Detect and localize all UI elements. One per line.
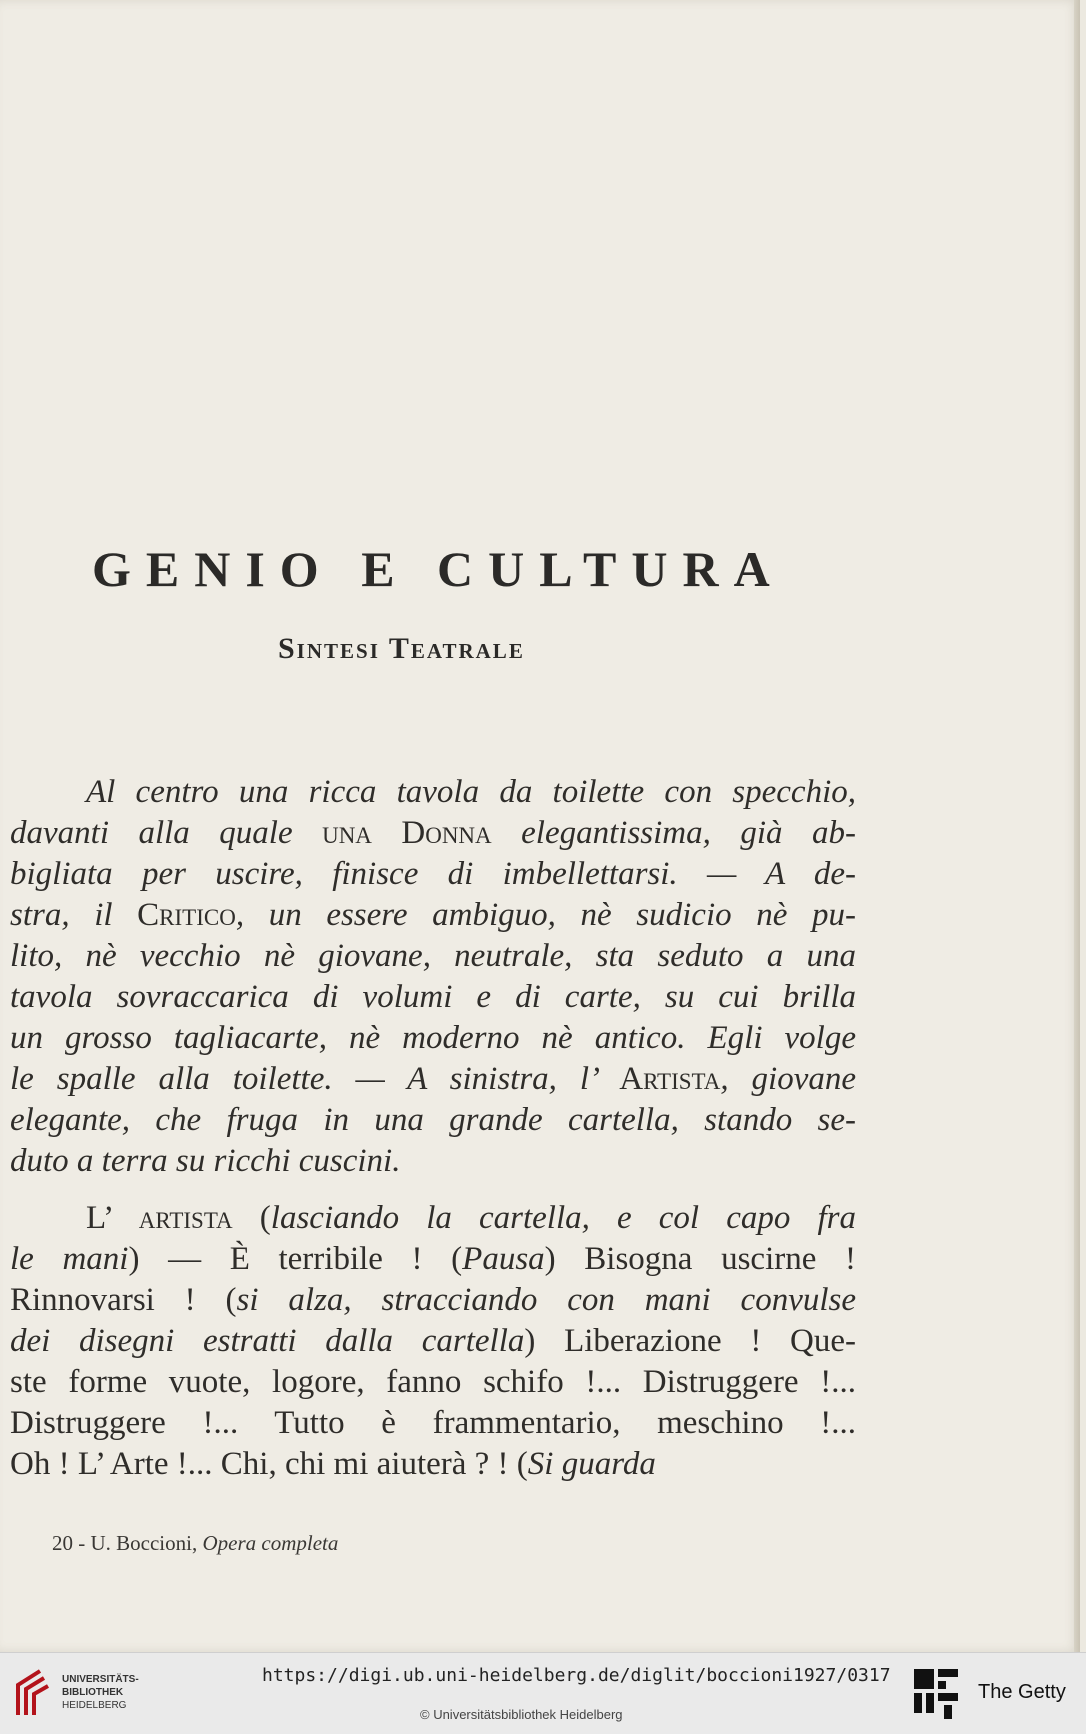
stage-directions-paragraph (10, 772, 856, 1182)
text-run: Al centro una ricca tavola da toilette con specchio, (86, 774, 856, 810)
text-run: le mani (10, 1241, 129, 1277)
text-line (10, 1141, 856, 1182)
library-logo-icon (10, 1667, 54, 1719)
library-name (62, 1673, 139, 1712)
text-line (10, 1018, 856, 1059)
footnote-prefix: 20 - U. Boccioni, (52, 1531, 203, 1555)
text-run: Si guarda (527, 1446, 656, 1482)
text-line (10, 1280, 856, 1321)
text-run: ) Bisogna uscirne ! (544, 1241, 856, 1277)
text-line (10, 936, 856, 977)
dialogue-paragraph (10, 1198, 856, 1485)
text-line (10, 1239, 856, 1280)
text-run: Rinnovarsi ! ( (10, 1282, 237, 1318)
text-run: Oh ! L’ Arte !... Chi, chi mi aiuterà ? ! ( (10, 1446, 528, 1482)
partner-name[interactable]: The Getty (978, 1681, 1066, 1703)
text-line (10, 977, 856, 1018)
text-line (10, 1362, 856, 1403)
text-run: davanti alla quale (10, 815, 323, 851)
library-name-line1: UNIVERSITÄTS- (62, 1674, 139, 1685)
page-edge (1074, 0, 1080, 1652)
text-line (10, 1059, 856, 1100)
text-run: ste forme vuote, logore, fanno schifo !... Distruggere !... (10, 1364, 856, 1400)
text-run: una Donna (322, 815, 492, 851)
text-run: si alza, stracciando con mani convulse (236, 1282, 857, 1318)
text-run: un grosso tagliacarte, nè moderno nè antico. Egli volge (10, 1020, 856, 1056)
text-line (10, 813, 856, 854)
text-run: ( (232, 1200, 271, 1236)
text-run: dei disegni estratti dalla cartella (10, 1323, 525, 1359)
text-line (10, 1444, 856, 1485)
text-run: lasciando la cartella, e col capo fra (270, 1200, 856, 1236)
text-run: le spalle alla toilette. — A sinistra, l’ (10, 1061, 620, 1097)
text-run: Pausa (462, 1241, 545, 1277)
library-logo[interactable] (10, 1665, 150, 1721)
footnote-work-title: Opera completa (202, 1531, 339, 1555)
viewer-footer-bar (0, 1652, 1086, 1734)
text-run: elegantissima, già ab- (491, 815, 856, 851)
text-line (10, 854, 856, 895)
text-run: ) — È terribile ! ( (128, 1241, 463, 1277)
text-run: Distruggere !... Tutto è frammentario, meschino !... (10, 1405, 856, 1441)
text-line (10, 1100, 856, 1141)
text-line (10, 1198, 856, 1239)
text-run: stra, il (10, 897, 138, 933)
getty-logo-icon (912, 1667, 960, 1721)
text-run: L’ artista (86, 1200, 233, 1236)
text-run: , un essere ambiguo, nè sudicio nè pu- (235, 897, 856, 933)
text-line (10, 895, 856, 936)
library-name-line3: HEIDELBERG (62, 1700, 127, 1711)
page-title: GENIO E CULTURA (92, 541, 785, 597)
text-run: duto a terra su ricchi cuscini. (10, 1143, 401, 1179)
text-run: , giovane (720, 1061, 856, 1097)
library-name-line2: BIBLIOTHEK (62, 1687, 124, 1698)
text-run: tavola sovraccarica di volumi e di carte, su cui brilla (10, 979, 856, 1015)
text-line (10, 1321, 856, 1362)
text-run: elegante, che fruga in una grande cartella, stando se- (10, 1102, 856, 1138)
page-subtitle: Sintesi Teatrale (278, 632, 525, 665)
page-footnote (52, 1531, 338, 1556)
text-run: Critico (137, 897, 236, 933)
text-run: ) Liberazione ! Que- (524, 1323, 856, 1359)
text-line (10, 772, 856, 813)
text-run: bigliata per uscire, finisce di imbellettarsi. — A de- (10, 856, 856, 892)
copyright-notice: © Universitätsbibliothek Heidelberg (420, 1707, 623, 1722)
text-line (10, 1403, 856, 1444)
permalink-url[interactable]: https://digi.ub.uni-heidelberg.de/diglit/boccioni1927/0317 (262, 1665, 891, 1686)
text-run: lito, nè vecchio nè giovane, neutrale, sta seduto a una (10, 938, 856, 974)
text-run: Artista (619, 1061, 721, 1097)
